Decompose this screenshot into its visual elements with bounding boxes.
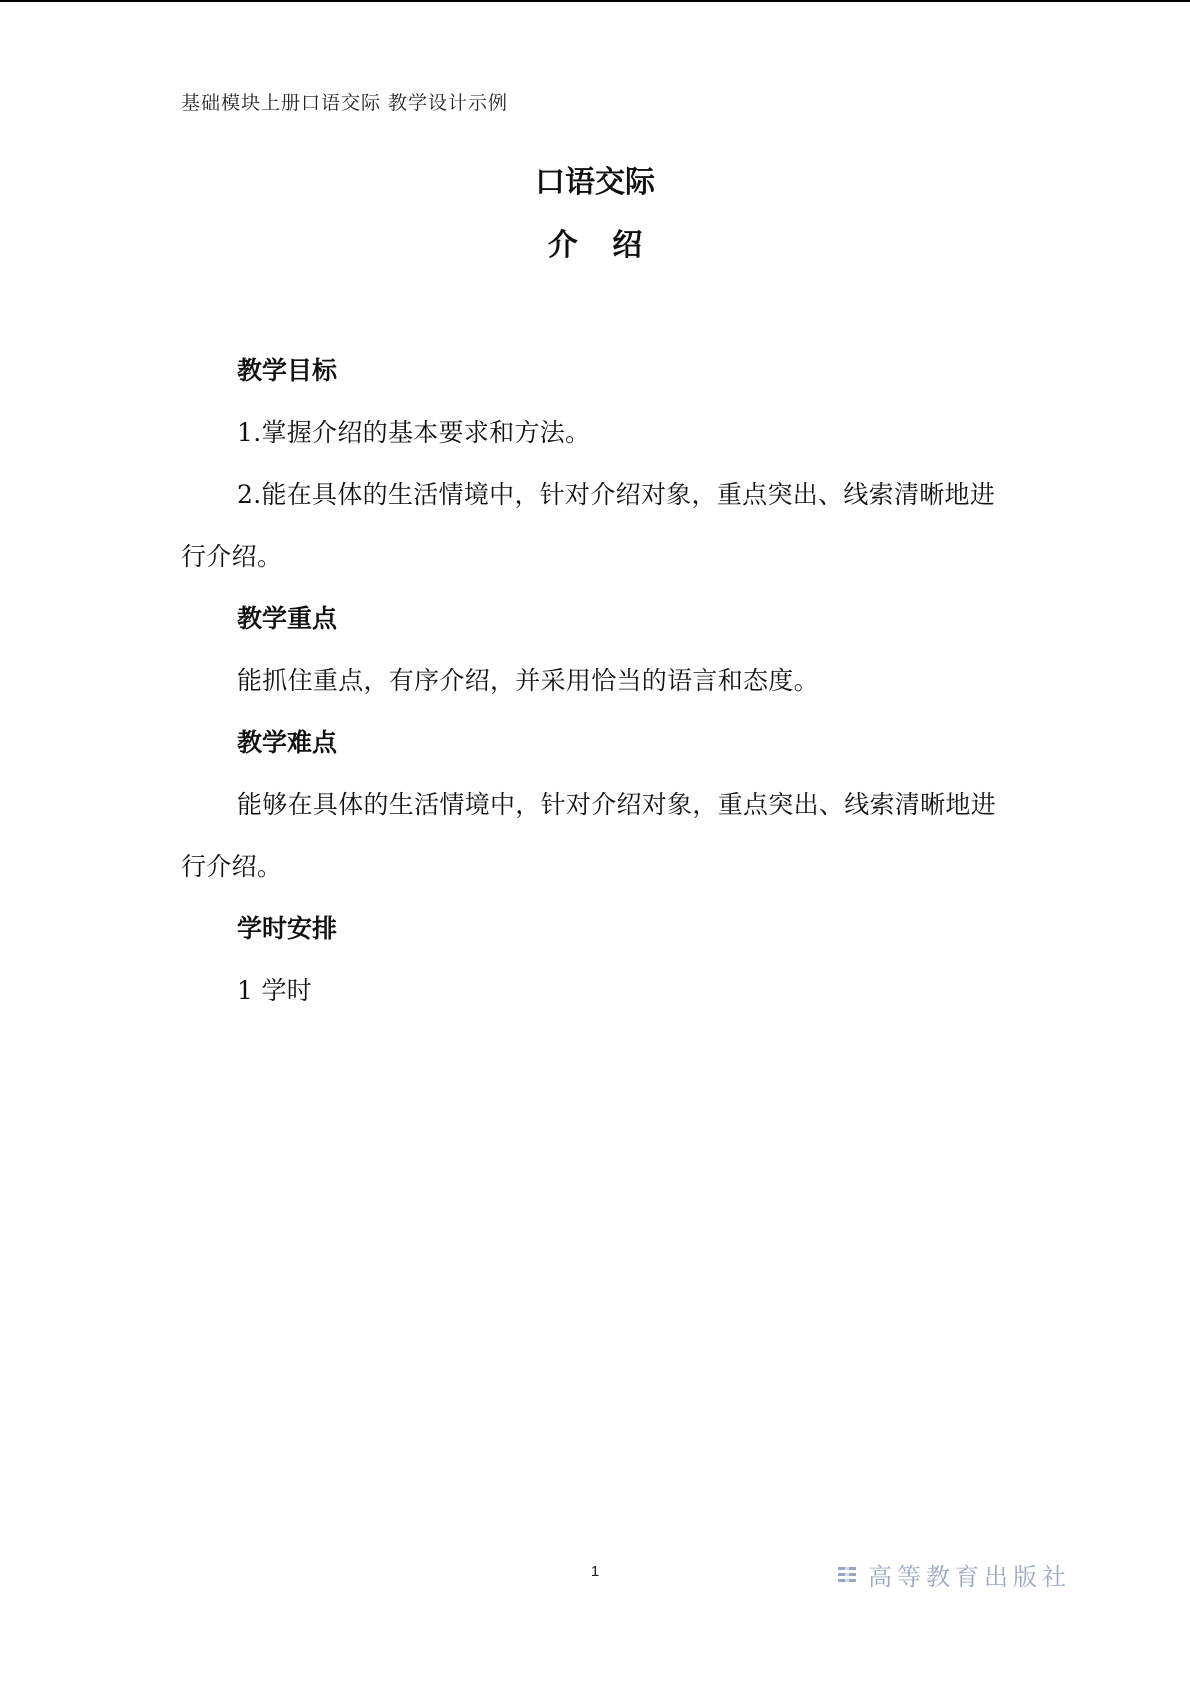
publisher-mark — [836, 1557, 1071, 1592]
section-objectives — [181, 340, 1011, 588]
paragraph: 1.掌握介绍的基本要求和方法。 — [237, 418, 591, 447]
section-schedule — [181, 898, 1011, 1022]
section-heading: 学时安排 — [237, 914, 338, 943]
paragraph: 能抓住重点，有序介绍，并采用恰当的语言和态度。 — [237, 666, 819, 695]
section-heading: 教学目标 — [237, 356, 338, 385]
publisher-name: 高等教育出版社 — [868, 1563, 1071, 1591]
section-heading: 教学难点 — [237, 728, 338, 757]
document-title: 口语交际 — [535, 165, 655, 200]
section-difficulties — [181, 712, 1011, 898]
publisher-logo-icon — [836, 1564, 858, 1586]
paragraph: 2.能在具体的生活情境中，针对介绍对象，重点突出、线索清晰地进行介绍。 — [181, 480, 996, 571]
top-rule — [0, 0, 1190, 2]
section-key-points — [181, 588, 1011, 712]
paragraph: 能够在具体的生活情境中，针对介绍对象，重点突出、线索清晰地进行介绍。 — [181, 790, 997, 881]
paragraph: 1 学时 — [237, 976, 313, 1005]
page-number: 1 — [590, 1563, 600, 1580]
running-header: 基础模块上册口语交际 教学设计示例 — [181, 92, 509, 114]
document-subtitle: 介 绍 — [547, 228, 655, 263]
document-body — [181, 340, 1011, 1022]
section-heading: 教学重点 — [237, 604, 338, 633]
